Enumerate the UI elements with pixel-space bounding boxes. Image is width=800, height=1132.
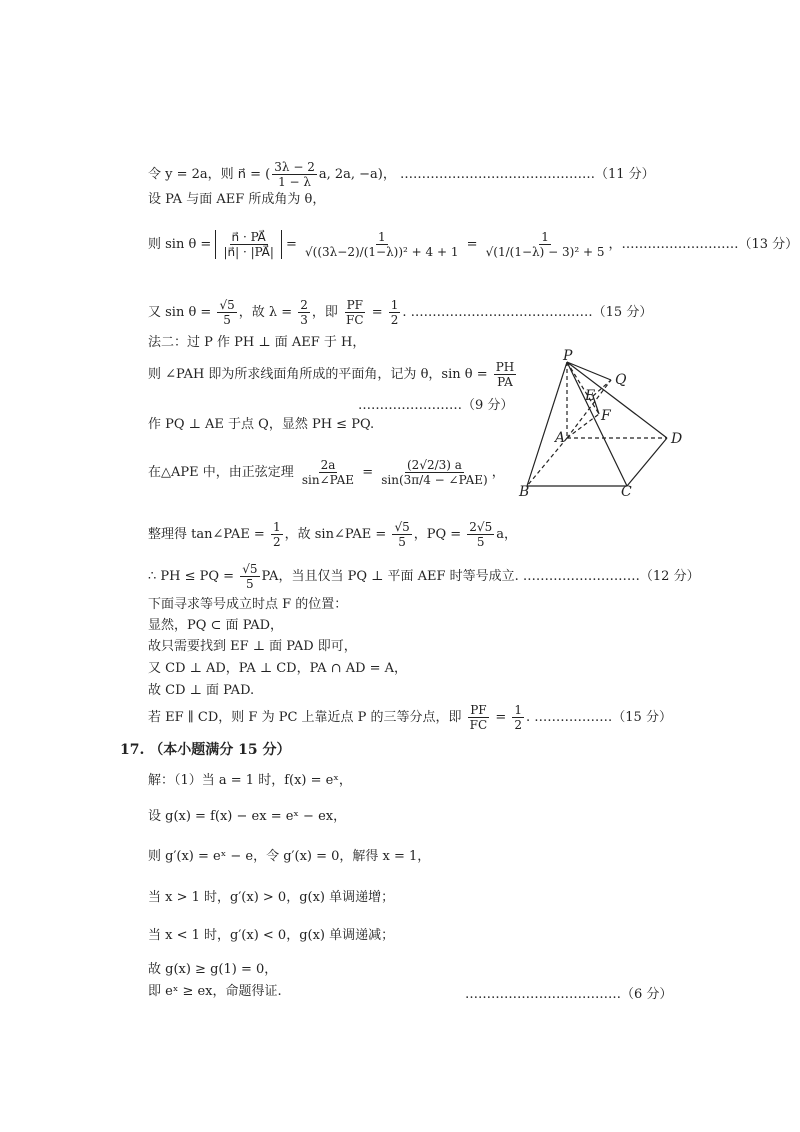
solution-line-5: 当 x < 1 时，g′(x) < 0，g(x) 单调递减； [148,928,395,943]
text: 若 EF ∥ CD，则 F 为 PC 上靠近点 P 的三等分点，即 [148,710,466,725]
abs-value [215,230,281,259]
numerator: PF [470,703,487,717]
denominator: 1 − λ [278,175,312,189]
line-12: 显然，PQ ⊂ 面 PAD， [148,618,284,633]
denominator: 2 [272,535,281,549]
numerator: 3λ − 2 [274,160,315,174]
text: 则 ∠PAH 即为所求线面角所成的平面角，记为 θ，sin θ = [148,367,492,382]
numerator: 2a [320,458,336,472]
fraction [379,458,489,487]
score: ………………………（12 分） [522,569,700,584]
line-5: 法二：过 P 作 PH ⊥ 面 AEF 于 H， [148,335,366,350]
solution-line-2: 设 g(x) = f(x) − ex = eˣ − ex， [148,809,347,824]
score: . ……………………………………（15 分） [402,305,653,320]
text: a， [496,527,517,542]
numerator: 2√5 [469,520,493,534]
fraction [389,298,401,327]
denominator: 5 [246,577,254,591]
fraction [467,520,494,549]
line-10 [148,562,700,591]
line-1 [148,160,655,189]
fraction [221,230,275,259]
text: 令 y = 2a，则 n⃗ = ( [148,167,271,182]
solution-line-6: 故 g(x) ≥ g(1) = 0， [148,962,278,977]
score: ，………………………（13 分） [608,237,799,252]
line-3: 则 sin θ = $\frac{n⃗ \cdot PA⃗}{|n⃗| \cdot |PA⃗|}$ = $\frac{1}{\text{√((3λ−2)/(1−λ))² + 4 + 1}}$ = $\frac{1}{\text{√(1/(1−λ) − 3)² + 5}}$ ，………………………（13 分） [148,230,799,259]
line-6 [148,360,518,389]
numerator: 1 [390,298,399,312]
numerator: 1 [541,230,549,244]
denominator: √(1/(1−λ) − 3)² + 5 [485,245,605,259]
numerator: n⃗ · PA⃗ [231,230,266,244]
text: = [491,710,511,725]
denominator: 5 [223,313,231,327]
text: 则 sin θ = [148,237,216,252]
solution-line-1: 解：（1）当 a = 1 时，f(x) = eˣ， [148,773,352,788]
denominator: 3 [300,313,308,327]
pyramid-figure [515,348,695,498]
fraction [217,298,236,327]
denominator: 2 [390,313,399,327]
numerator: PH [495,360,515,374]
label-E: E [585,388,596,404]
text: ，即 [311,305,343,320]
score: ………………………………………（11 分） [400,167,655,182]
numerator: (2√2/3) a [407,458,462,472]
denominator: 2 [514,718,522,732]
text: ，故 λ = [238,305,297,320]
fraction [484,230,607,259]
line-13: 故只需要找到 EF ⊥ 面 PAD 即可， [148,639,357,654]
denominator: √((3λ−2)/(1−λ))² + 4 + 1 [305,245,459,259]
fraction [512,703,524,732]
fraction [271,520,283,549]
text: 整理得 tan∠PAE = [148,527,269,542]
label-B: B [519,484,530,498]
denominator: 5 [476,535,485,549]
denominator: FC [346,313,364,327]
denominator: PA [497,375,513,389]
numerator: √5 [219,298,235,312]
numerator: 2 [300,298,308,312]
line-4 [148,298,652,327]
fraction [392,520,411,549]
denominator: 5 [398,535,406,549]
fraction [303,230,460,259]
label-Q: Q [615,372,627,388]
solution-line-7: 即 eˣ ≥ ex，命题得证. [148,984,282,999]
fraction [240,562,259,591]
numerator: √5 [394,520,410,534]
denominator: sin∠PAE [301,473,355,487]
label-F: F [601,408,611,424]
line-2: 设 PA 与面 AEF 所成角为 θ， [148,192,326,207]
edge-CD [627,438,667,486]
numerator: √5 [242,562,258,576]
fraction [272,160,317,189]
line-14: 又 CD ⊥ AD，PA ⊥ CD，PA ∩ AD = A， [148,661,408,676]
text: ， [491,465,505,480]
line-15: 故 CD ⊥ 面 PAD. [148,683,255,698]
fraction [468,703,490,732]
score-6: ………………………………（6 分） [465,987,673,1002]
line-9 [148,520,517,549]
numerator: 1 [514,703,522,717]
line-16 [148,703,672,732]
numerator: PF [346,298,363,312]
score-9: ……………………（9 分） [358,398,514,413]
edge-PQ [567,362,611,380]
text: 又 sin θ = [148,305,216,320]
solution-line-4: 当 x > 1 时，g′(x) > 0，g(x) 单调递增； [148,890,395,905]
text: ∴ PH ≤ PQ = [148,569,239,584]
numerator: 1 [377,230,386,244]
text: ，故 sin∠PAE = [284,527,391,542]
edge-PB [527,362,567,486]
text: PA，当且仅当 PQ ⊥ 平面 AEF 时等号成立. [261,569,519,584]
label-P: P [563,348,573,364]
fraction [298,298,310,327]
fraction [300,458,356,487]
text: = [367,305,387,320]
solution-line-3: 则 g′(x) = eˣ − e，令 g′(x) = 0，解得 x = 1， [148,849,431,864]
denominator: |n⃗| · |PA⃗| [223,245,274,259]
label-C: C [621,484,632,498]
text: ，PQ = [413,527,466,542]
numerator: 1 [272,520,281,534]
line-11: 下面寻求等号成立时点 F 的位置： [148,597,348,612]
question-17-title: 17. （本小题满分 15 分） [120,742,291,758]
denominator: sin(3π/4 − ∠PAE) [381,473,488,487]
label-D: D [671,431,683,447]
line-7: 作 PQ ⊥ AE 于点 Q，显然 PH ≤ PQ. [148,417,375,432]
denominator: FC [469,718,488,732]
text: 在△APE 中，由正弦定理 [148,465,298,480]
text: a, 2a, −a)， [318,167,396,182]
label-A: A [555,430,566,446]
line-8: 在△APE 中，由正弦定理 $\frac{2a}{\text{sin∠PAE}}$ = $\frac{(2√2/3) a}{\text{sin(3π/4 − ∠PAE)}}$ ， [148,458,505,487]
fraction [494,360,517,389]
score: . ………………（15 分） [526,710,672,725]
fraction [344,298,366,327]
